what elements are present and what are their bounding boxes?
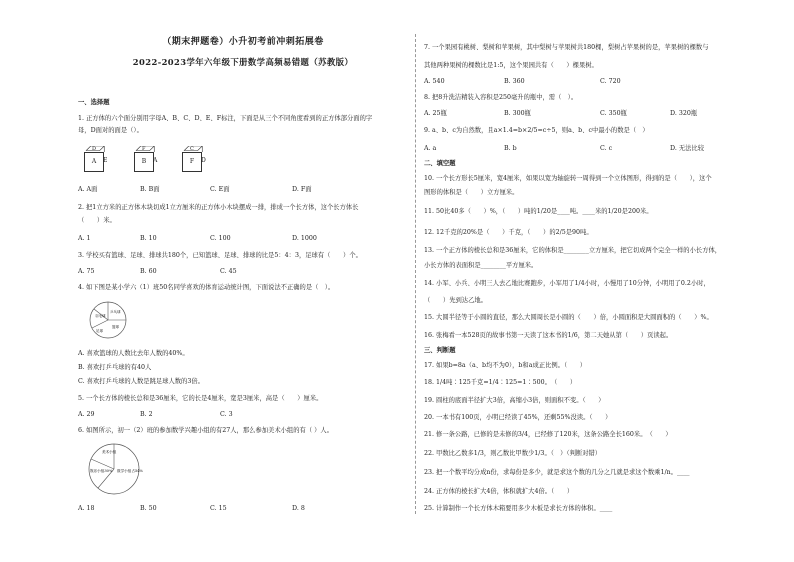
q1-option-b: B. B面 <box>140 186 160 193</box>
q3-option-b: B. 60 <box>140 268 157 275</box>
q1-options <box>78 186 312 195</box>
q8-option-b: B. 300瓶 <box>504 110 531 117</box>
q9-options <box>424 145 704 154</box>
q3-option-a: A. 75 <box>78 268 95 275</box>
q5-option-b: B. 2 <box>140 411 153 418</box>
q8-text: 8. 把8升洗洁精装入容积是250毫升的瓶中，需（ ）。 <box>424 94 578 101</box>
q2-option-c: C. 100 <box>210 235 231 242</box>
cube-2-top: F <box>142 146 146 152</box>
q9-option-a: A. a <box>424 145 437 152</box>
q1-option-d: D. F面 <box>292 186 312 193</box>
q14-line2: （ ）先到达乙地。 <box>424 297 487 304</box>
q17-text: 17. 如果b=8a（a、b均不为0），b和a成正比例。（ ） <box>424 362 587 369</box>
q9-option-b: B. b <box>504 145 517 152</box>
q8-options <box>424 110 697 119</box>
cube-2 <box>134 146 160 172</box>
q13-line1: 13. 一个正方体的棱长总和是36厘米，它的体积是________立方厘米，把它切成两个完全一样的小长方体， <box>424 247 722 254</box>
cube-1-top: D <box>92 146 97 152</box>
q25-text: 25. 计算制作一个长方体木箱要用多少木板是求长方体的体积。____ <box>424 505 613 512</box>
q7-option-c: C. 720 <box>600 78 621 85</box>
pie1-label-3: 足球 <box>96 329 103 333</box>
cube-3-side: D <box>201 157 206 164</box>
cube-3 <box>182 146 208 172</box>
q8-option-c: C. 350瓶 <box>600 110 627 117</box>
q7-options <box>424 78 621 87</box>
q14-line1: 14. 小军、小兵、小明三人去乙地比赛跑步，小军用了1/4小时，小慢用了10分钟，小明用了0.2小时， <box>424 280 710 287</box>
section-choice: 一、选择题 <box>78 99 110 106</box>
pie1-label-0: 羽毛球 <box>95 314 106 318</box>
q6-option-a: A. 18 <box>78 505 95 512</box>
q9-option-c: C. c <box>600 145 613 152</box>
pie2-label-2: 娱乐小组30% <box>90 469 113 473</box>
page-subtitle: 2022-2023学年六年级下册数学高频易错题（苏教版） <box>132 57 354 67</box>
cube-1 <box>84 146 110 172</box>
q6-option-b: B. 50 <box>140 505 157 512</box>
q7-line2: 其他两种果树的棵数比是1:5，这个果园共有（ ）棵果树。 <box>424 62 598 69</box>
q1-line1: 1. 正方体的六个面分别用字母A、B、C、D、E、F标注，下面是从三个不同角度看到的正方体部分面的字 <box>78 115 373 122</box>
column-divider <box>415 34 416 514</box>
q7-option-a: A. 540 <box>424 78 445 85</box>
q6-option-c: C. 15 <box>210 505 227 512</box>
q5-option-a: A. 29 <box>78 411 95 418</box>
q5-option-c: C. 3 <box>220 411 233 418</box>
q10-line1: 10. 一个长方形长5厘米，宽4厘米，如果以宽为轴旋转一周得到一个立体图形，得到的是（ ），这个 <box>424 175 712 182</box>
page-title: （期末押题卷）小升初考前冲刺拓展卷 <box>162 37 324 47</box>
q11-text: 11. 50比40多（ ）%，（ ）吨的1/20是____吨。____米的1/20是200米。 <box>424 208 653 215</box>
q15-text: 15. 大圆半径等于小圆的直径，那么大圆周长是小圆的（ ）倍，小圆面积是大圆面积的（ ）%。 <box>424 314 713 321</box>
cube-2-front: B <box>134 152 154 172</box>
section-judge: 三、判断题 <box>424 347 456 354</box>
q6-options <box>78 505 305 514</box>
cube-1-front: A <box>84 152 104 172</box>
q7-line1: 7. 一个果园有桃树、梨树和苹果树，其中梨树与苹果树共180棵，梨树占苹果树的是，苹果树的棵数与 <box>424 44 709 51</box>
sports-pie-chart <box>86 300 130 340</box>
q6-text: 6. 如图所示，初一（2）班的参加数学兴趣小组的有27人，那么参加美术小组的有（ ）人。 <box>78 427 334 434</box>
pie1-label-1: 乒乓球 <box>110 310 121 314</box>
q1-line2: 母，D面对的面是（）。 <box>78 127 143 134</box>
q3-options <box>78 268 237 277</box>
q5-text: 5. 一个长方体的棱长总和是36厘米，它的长是4厘米，宽是3厘米，高是（ ）厘米。 <box>78 395 323 402</box>
q8-option-d: D. 320瓶 <box>670 110 698 117</box>
q3-option-c: C. 45 <box>220 268 237 275</box>
q7-option-b: B. 360 <box>504 78 525 85</box>
q24-text: 24. 正方体的棱长扩大4倍，体积就扩大4倍。（ ） <box>424 488 574 495</box>
cube-1-side: E <box>103 157 108 164</box>
pie2-label-1: 数学小组占54% <box>117 469 143 473</box>
q22-text: 22. 甲数比乙数多1/3，则乙数比甲数少1/3。（ ）（判断对错） <box>424 450 602 457</box>
q21-text: 21. 修一条公路，已修的是未修的3/4，已经修了120米，这条公路全长160米。 （ ） <box>424 431 672 438</box>
q12-text: 12. 12千克的20%是（ ）千克，（ ）的2/5是90吨。 <box>424 229 593 236</box>
q2-option-b: B. 10 <box>140 235 157 242</box>
q4-option-a: A. 喜欢篮球的人数比去年人数的40%。 <box>78 350 189 357</box>
q9-option-d: D. 无法比较 <box>670 145 705 152</box>
q10-line2: 图形的体积是（ ）立方厘米。 <box>424 189 519 196</box>
q8-option-a: A. 25瓶 <box>424 110 447 117</box>
interest-group-pie-chart <box>84 442 144 496</box>
q23-text: 23. 把一个数平均分成n份，求每份是多少，就是求这个数的几分之几就是求这个数乘1/n。____ <box>424 469 690 476</box>
q9-text: 9. a、b、c为自然数，且a×1.4=b×2/5=c÷5，则a、b、c中最小的数是（ ） <box>424 127 649 134</box>
cube-3-top: C <box>190 146 194 152</box>
q19-text: 19. 圆柱的底面半径扩大3倍，高缩小3倍，则面积不变。（ ） <box>424 397 605 404</box>
q6-option-d: D. 8 <box>292 505 305 512</box>
q4-option-c: C. 喜欢打乒乓球的人数是跳足球人数的3倍。 <box>78 378 204 385</box>
q13-line2: 小长方体的表面积是________平方厘米。 <box>424 262 538 269</box>
q2-options <box>78 235 317 244</box>
q2-option-a: A. 1 <box>78 235 91 242</box>
q2-line1: 2. 把1立方米的正方体木块切成1立方厘米的正方体小木块摆成一排，排成一个长方体，这个长方体长 <box>78 204 359 211</box>
pie2-label-0: 美术小组 <box>102 450 117 454</box>
section-fill: 二、填空题 <box>424 160 456 167</box>
q1-option-c: C. E面 <box>210 186 230 193</box>
pie1-label-2: 篮球 <box>112 325 119 329</box>
cube-3-front: F <box>182 152 202 172</box>
q20-text: 20. 一本书有100页，小明已经读了45%，还剩55%没读。（ ） <box>424 414 612 421</box>
q1-option-a: A. A面 <box>78 186 98 193</box>
q2-line2: （ ）米。 <box>78 217 116 224</box>
q5-options <box>78 411 233 420</box>
cube-2-side: A <box>153 157 158 164</box>
q3-text: 3. 学校买有篮球、足球、排球共180个，已知篮球、足球、排球的比是5：4：3，足球有（ ）个。 <box>78 252 362 259</box>
q4-text: 4. 如下图是某小学六（1）班50名同学喜欢的体育运动统计图，下面说法不正确的是（ ）。 <box>78 284 335 291</box>
q2-option-d: D. 1000 <box>292 235 317 242</box>
q16-text: 16. 张梅看一本528页的故事书第一天读了这本书的1/6，第二天她从第（ ）页读起。 <box>424 332 673 339</box>
q18-text: 18. 1/4吨∶125千克=1/4∶125=1∶500。 （ ） <box>424 379 577 386</box>
q4-option-b: B. 喜欢打乒乓球的有40人 <box>78 364 152 371</box>
